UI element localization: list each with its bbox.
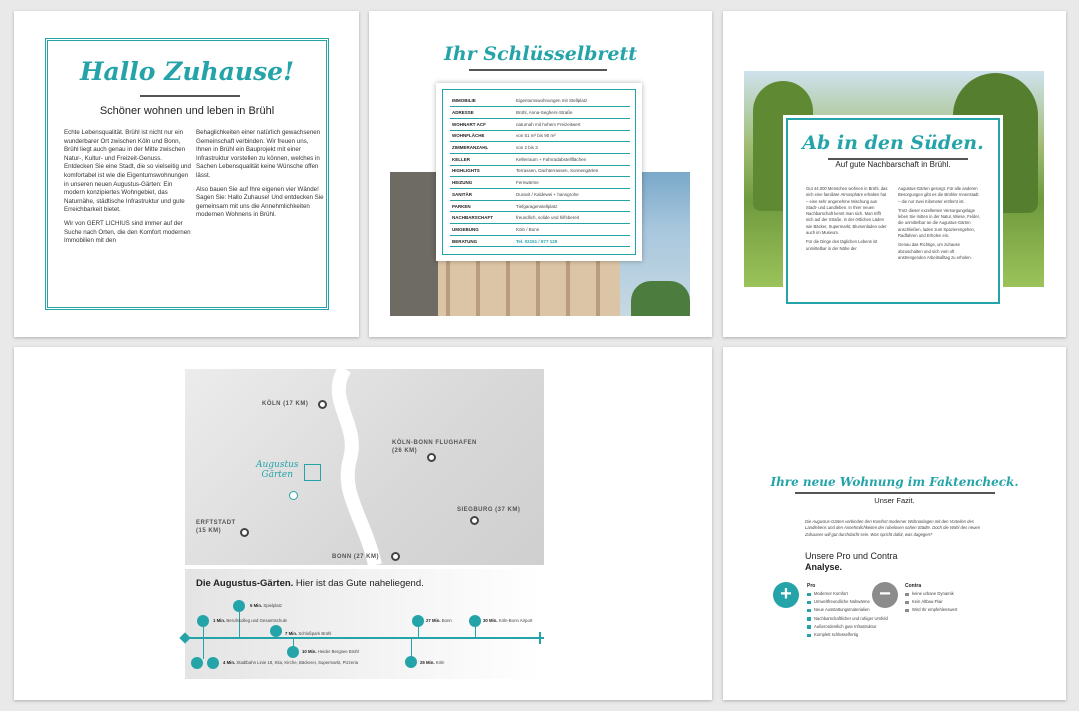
timeline-end <box>539 632 541 644</box>
paragraph: Also bauen Sie auf Ihre eigenen vier Wände! Sagen Sie: Hallo Zuhause! Und entdecken Sie gemeinsam mit uns die Annehmlichkeiten modernen Wohnens in Brühl. <box>196 185 324 219</box>
facts-key: BERATUNG <box>450 235 514 247</box>
text-column-left <box>806 186 888 255</box>
paragraph: Trotz dieser exzellenten Versorgungslage leben Sie mitten in der Natur. Wiese, Felder, die unmittelbar an die Augustus-Gärten anschließen, laden zum Spazierengehen, Radfahren und Erholen ein. <box>898 207 980 239</box>
walking-icon <box>207 657 219 669</box>
facts-key: SANITÄR <box>450 189 514 201</box>
facts-row <box>450 189 630 201</box>
facts-row <box>450 142 630 154</box>
stop-stem <box>411 639 412 657</box>
facts-row <box>450 130 630 142</box>
intro-paragraph: Die Augustus-Gärten verbinden den Komfort moderner Wohnanlagen mit den Vorteilen des Landlebens und den Annehmlichkeiten der ruhelosen nahen Städte. Doch die Wahl des neuen Zuhauses will gut durchdacht sein. Was spricht dafür, was dagegen? <box>805 519 981 537</box>
facts-row <box>450 118 630 130</box>
stop-text: Köln-Bonn Airport <box>498 618 533 623</box>
stop-text: Schloßpark Brühl <box>298 631 332 636</box>
list-item: Neue Ausstattungsmaterialien <box>807 606 888 614</box>
place-marker <box>391 552 400 561</box>
stop-label <box>483 618 532 623</box>
car-icon <box>412 615 424 627</box>
stop-time: 5 Min. <box>250 603 263 608</box>
facts-value: Eigentumswohnungen mit Stellplatz <box>514 95 630 107</box>
text-card <box>783 115 1003 307</box>
logo-line: Augustus <box>256 460 299 470</box>
home-marker <box>289 491 298 500</box>
stop-text: Bonn <box>441 618 452 623</box>
list-item: keine urbane Dynamik <box>905 590 957 598</box>
timeline-line <box>185 637 544 639</box>
stop-label <box>213 618 287 623</box>
page-ab-in-den-sueden <box>723 11 1066 337</box>
logo-line: Gärten <box>261 470 294 480</box>
paragraph: Genau das Richtige, um zuhause abzuschalten und sich vom oft anstrengenden Arbeitsalltag zu erholen. <box>898 242 972 260</box>
playground-icon <box>233 600 245 612</box>
facts-row <box>450 165 630 177</box>
page-subtitle: Unser Fazit. <box>874 496 915 505</box>
facts-row <box>450 153 630 165</box>
place-erftstadt: ERFTSTADT <box>196 520 236 526</box>
contra-heading: Contra <box>905 583 922 589</box>
page-subtitle: Schöner wohnen und leben in Brühl <box>99 105 275 117</box>
facts-value: Brühl, Anna-Seghers-Straße <box>514 107 630 119</box>
stop-text: Heider Bergsee Brühl <box>317 649 359 654</box>
facts-row <box>450 235 630 247</box>
paragraph: Wir von GERT LICHIUS sind immer auf der Suche nach Orten, die den Komfort modernen Immobilien mit den <box>64 219 191 245</box>
list-item: Wird Ihr empfehlenswert <box>905 606 957 614</box>
facts-row <box>450 200 630 212</box>
facts-value: Kellerraum + Fahrradabstellflächen <box>514 153 630 165</box>
place-bonn: BONN (27 KM) <box>332 554 380 560</box>
text-column-left <box>64 129 192 251</box>
car-icon <box>405 656 417 668</box>
stop-time: 27 Min. <box>426 618 441 623</box>
augustus-gaerten-logo <box>256 460 299 480</box>
stop-stem <box>203 639 204 659</box>
page-location-map <box>14 347 712 700</box>
pro-contra-heading-bold: Analyse. <box>805 562 843 572</box>
page-title: Ihr Schlüsselbrett <box>443 43 638 65</box>
headline-bold: Die Augustus-Gärten. <box>196 578 294 589</box>
stop-time: 25 Min. <box>420 660 435 665</box>
rhine-river <box>185 369 544 565</box>
facts-table <box>450 95 630 247</box>
facts-key: KELLER <box>450 153 514 165</box>
facts-value: naturnah mit hohem Freizeitwert <box>514 118 630 130</box>
stop-label <box>250 603 282 608</box>
facts-key: ZIMMERANZAHL <box>450 142 514 154</box>
building-balcony <box>390 172 438 316</box>
stop-stem <box>203 627 204 637</box>
list-item: Umweltfreundliche Nahwärme <box>807 598 888 606</box>
logo-emblem-icon <box>304 464 321 481</box>
facts-key: UMGEBUNG <box>450 224 514 236</box>
stop-text: Spielplatz <box>263 603 283 608</box>
pro-heading: Pro <box>807 583 816 589</box>
paragraph: Für die Dinge des täglichen Lebens ist unmittelbar in der Nähe der <box>806 239 878 251</box>
page-subtitle: Auf gute Nachbarschaft in Brühl. <box>835 160 951 169</box>
place-marker <box>318 400 327 409</box>
text-column-right <box>196 129 324 225</box>
place-siegburg: SIEGBURG (37 KM) <box>457 507 521 513</box>
list-item: Kein Altbau-Flair <box>905 598 957 606</box>
stop-text: Köln <box>435 660 445 665</box>
facts-key: WOHNFLÄCHE <box>450 130 514 142</box>
stop-time: 10 Min. <box>302 649 317 654</box>
facts-card <box>436 83 642 261</box>
stop-text: Stadtbahn Linie 18, Kita, Kirche, Bäckerei, Supermarkt, Pizzeria <box>236 660 358 665</box>
page-hallo-zuhause <box>14 11 359 337</box>
stop-text: Berufskolleg und Gesamtschule <box>226 618 288 623</box>
text-column-right <box>898 186 980 264</box>
page-schluesselbrett <box>369 11 712 337</box>
paragraph: Echte Lebensqualität. Brühl ist nicht nur ein wunderbarer Ort zwischen Köln und Bonn, Brühl liegt auch genau in der Mitte zwischen Natur-, Kultur- und Freizeit-Genuss. Entdecken Sie eine Stadt, die so vielseitig und komfortabel ist wie die Eigentumswohnungen in unseren neuen Augustus-Gärten: Ein modern konzipiertes Wohngebiet, das Naturnähe, städtische Infrastruktur und gute Erreichbarkeit bietet. <box>64 129 191 214</box>
bike-icon <box>270 625 282 637</box>
place-marker <box>470 516 479 525</box>
page-title: Ab in den Süden. <box>802 132 984 154</box>
facts-value: freundlich, solide und hilfsbereit <box>514 212 630 224</box>
title-underline <box>795 492 995 494</box>
paragraph: Behaglichkeiten einer natürlich gewachsenen Gemeinschaft verbinden. Wir freuen uns, Ihnen in Brühl ein Bauprojekt mit einer Infrastruktur vorstellen zu können, welches in Sachen Lebensqualität keine Wünsche offen lässt. <box>196 129 321 179</box>
stop-stem <box>418 627 419 637</box>
facts-value: Duravit / Kaldewei + hansgrohe <box>514 189 630 201</box>
page-title: Ihre neue Wohnung im Faktencheck. <box>770 475 1019 489</box>
list-item: Komplett schlüsselfertig <box>807 631 888 639</box>
facts-key: WOHNART ACF <box>450 118 514 130</box>
place-koeln: KÖLN (17 KM) <box>262 401 309 407</box>
facts-row <box>450 95 630 107</box>
stop-stem <box>239 609 240 637</box>
facts-key: IMMOBILIE <box>450 95 514 107</box>
text-card-border <box>786 118 1000 304</box>
title-underline <box>469 69 607 71</box>
list-item: Moderner Komfort <box>807 590 888 598</box>
car-icon <box>469 615 481 627</box>
place-flughafen-distance: (26 KM) <box>392 448 418 454</box>
facts-value: Fernwärme <box>514 177 630 189</box>
headline-rest: Hier ist das Gute naheliegend. <box>293 578 424 589</box>
contra-list <box>905 590 957 615</box>
stop-stem <box>475 627 476 637</box>
minus-icon: − <box>872 582 898 608</box>
list-item: Nachbarschaftlicher und ruhiger Umfeld <box>807 615 888 623</box>
facts-row <box>450 107 630 119</box>
facts-value: von 2 bis 3 <box>514 142 630 154</box>
stop-label <box>223 660 358 665</box>
stop-label <box>302 649 359 654</box>
facts-value: von 51 m² bis 90 m² <box>514 130 630 142</box>
stop-label <box>285 631 331 636</box>
page-faktencheck <box>723 347 1066 700</box>
distance-headline <box>196 578 424 589</box>
facts-key: ADRESSE <box>450 107 514 119</box>
facts-key: NACHBARSCHAFT <box>450 212 514 224</box>
facts-key: HIGHLIGHTS <box>450 165 514 177</box>
facts-value: Tel. 02151 / 977 125 <box>514 235 630 247</box>
facts-key: HEIZUNG <box>450 177 514 189</box>
facts-value: Tiefgaragenstellplatz <box>514 200 630 212</box>
paragraph: Gut 44.000 Menschen wohnen in Brühl, das sich eine familiäre Atmosphäre erhalten hat – eine sehr angenehme Mischung aus Stadt- und Landleben. In Ihrer neuen Nachbarschaft kennt man sich. Man trifft sich auf der Straße, in der örtlichen Läden wie Bäcker, Supermarkt, Blumenladen oder auch im Museum. <box>806 186 888 236</box>
place-marker <box>427 453 436 462</box>
walking-icon <box>197 615 209 627</box>
plus-icon: + <box>773 582 799 608</box>
facts-value: Köln / Bonn <box>514 224 630 236</box>
paragraph: Augustus-Gärten gesorgt. Für alle anderen Besorgungen gibt es die Brühler Innenstadt – die nur zwei Kilometer entfernt ist. <box>898 186 979 204</box>
facts-row <box>450 224 630 236</box>
stop-time: 7 Min. <box>285 631 298 636</box>
stop-time: 30 Min. <box>483 618 498 623</box>
text-frame <box>45 38 329 310</box>
stop-time: 1 Min. <box>213 618 226 623</box>
stop-time: 4 Min. <box>223 660 236 665</box>
tram-icon <box>191 657 203 669</box>
place-erftstadt-distance: (15 KM) <box>196 528 222 534</box>
stop-label <box>420 660 444 665</box>
tree-shape <box>631 281 690 316</box>
place-flughafen: KÖLN-BONN FLUGHAFEN <box>392 440 477 446</box>
car-icon <box>287 646 299 658</box>
facts-row <box>450 177 630 189</box>
facts-key: PARKEN <box>450 200 514 212</box>
pro-contra-heading: Unsere Pro und Contra <box>805 551 898 561</box>
place-marker <box>240 528 249 537</box>
facts-value: Terrassen, Dachterrassen, Sonnengärten <box>514 165 630 177</box>
stop-label <box>426 618 452 623</box>
facts-card-border <box>442 89 636 255</box>
page-title: Hallo Zuhause! <box>79 57 295 86</box>
title-underline <box>140 95 240 97</box>
facts-row <box>450 212 630 224</box>
list-item: Außerordentlich gute Infrastruktur <box>807 623 888 631</box>
